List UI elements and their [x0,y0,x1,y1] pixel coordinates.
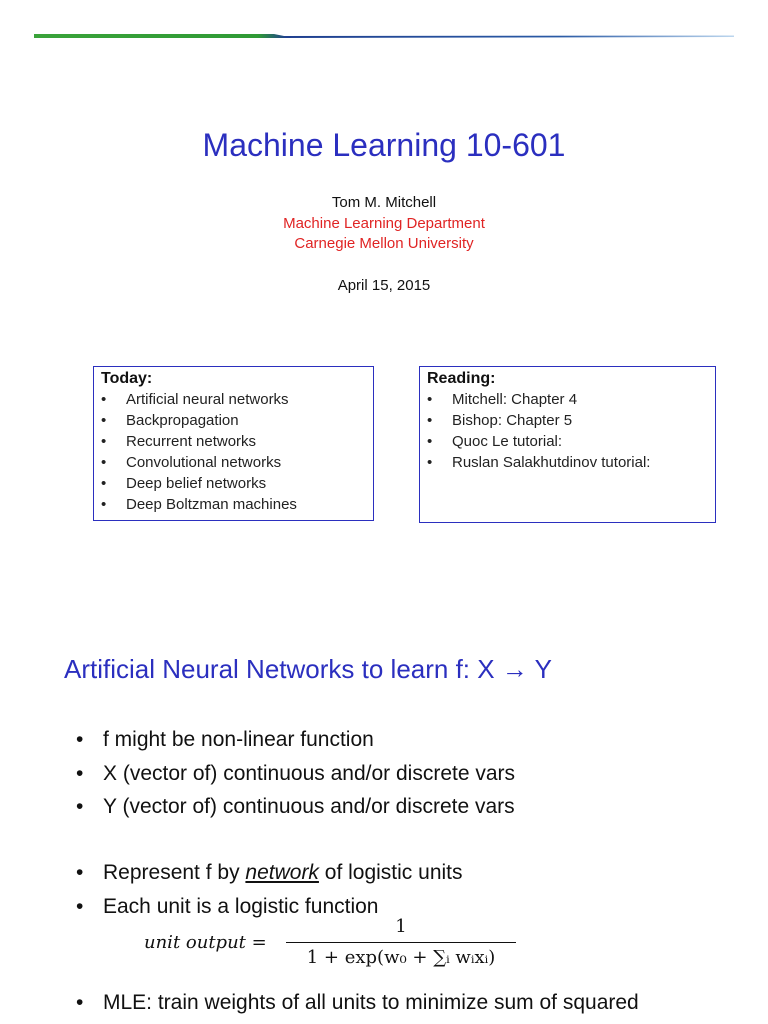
bullet-list-properties [76,723,515,824]
list-item: • Recurrent networks [101,433,257,450]
university-name: Carnegie Mellon University [294,235,474,252]
reading-heading: Reading: [427,370,496,387]
list-item: • Bishop: Chapter 5 [427,412,573,429]
today-box [93,366,374,521]
list-item: • Deep belief networks [101,475,267,492]
list-item: • Ruslan Salakhutdinov tutorial: [427,454,651,471]
list-item: • Artificial neural networks [101,391,289,408]
list-item: • MLE: train weights of all units to minimize sum of squared [76,991,639,1014]
bullet-list-representation [76,856,463,923]
formula-numerator: 1 [395,916,407,937]
lecture-date: April 15, 2015 [337,277,431,294]
slide-title: Machine Learning 10-601 [202,127,566,163]
formula-fraction [286,914,516,970]
list-item: • Each unit is a logistic function [76,894,379,918]
fraction-bar [286,942,516,943]
list-item: • Represent f by network of logistic units [76,861,463,884]
author-name: Tom M. Mitchell [331,194,437,211]
department-name: Machine Learning Department [283,215,485,232]
list-item: • Y (vector of) continuous and/or discrete vars [76,795,515,818]
section-heading: Artificial Neural Networks to learn f: X → Y [64,654,552,684]
list-item: • Convolutional networks [101,454,282,471]
bullet-list-training [76,988,639,1018]
list-item: • Backpropagation [101,412,239,429]
reading-list [427,389,708,473]
list-item: • X (vector of) continuous and/or discrete vars [76,761,516,785]
list-item: • Quoc Le tutorial: [427,433,563,450]
list-item: • f might be non-linear function [76,728,374,751]
list-item: • Deep Boltzman machines [101,496,297,513]
emphasis-network: network [245,861,319,884]
today-list [101,389,366,515]
formula-lhs: unit output = [144,932,267,953]
list-item: • Mitchell: Chapter 4 [427,391,578,408]
header-rule [34,33,734,39]
today-heading: Today: [101,370,153,387]
formula-denominator: 1 + exp(w₀ + ∑ᵢ wᵢxᵢ) [306,947,496,968]
reading-box [419,366,716,523]
